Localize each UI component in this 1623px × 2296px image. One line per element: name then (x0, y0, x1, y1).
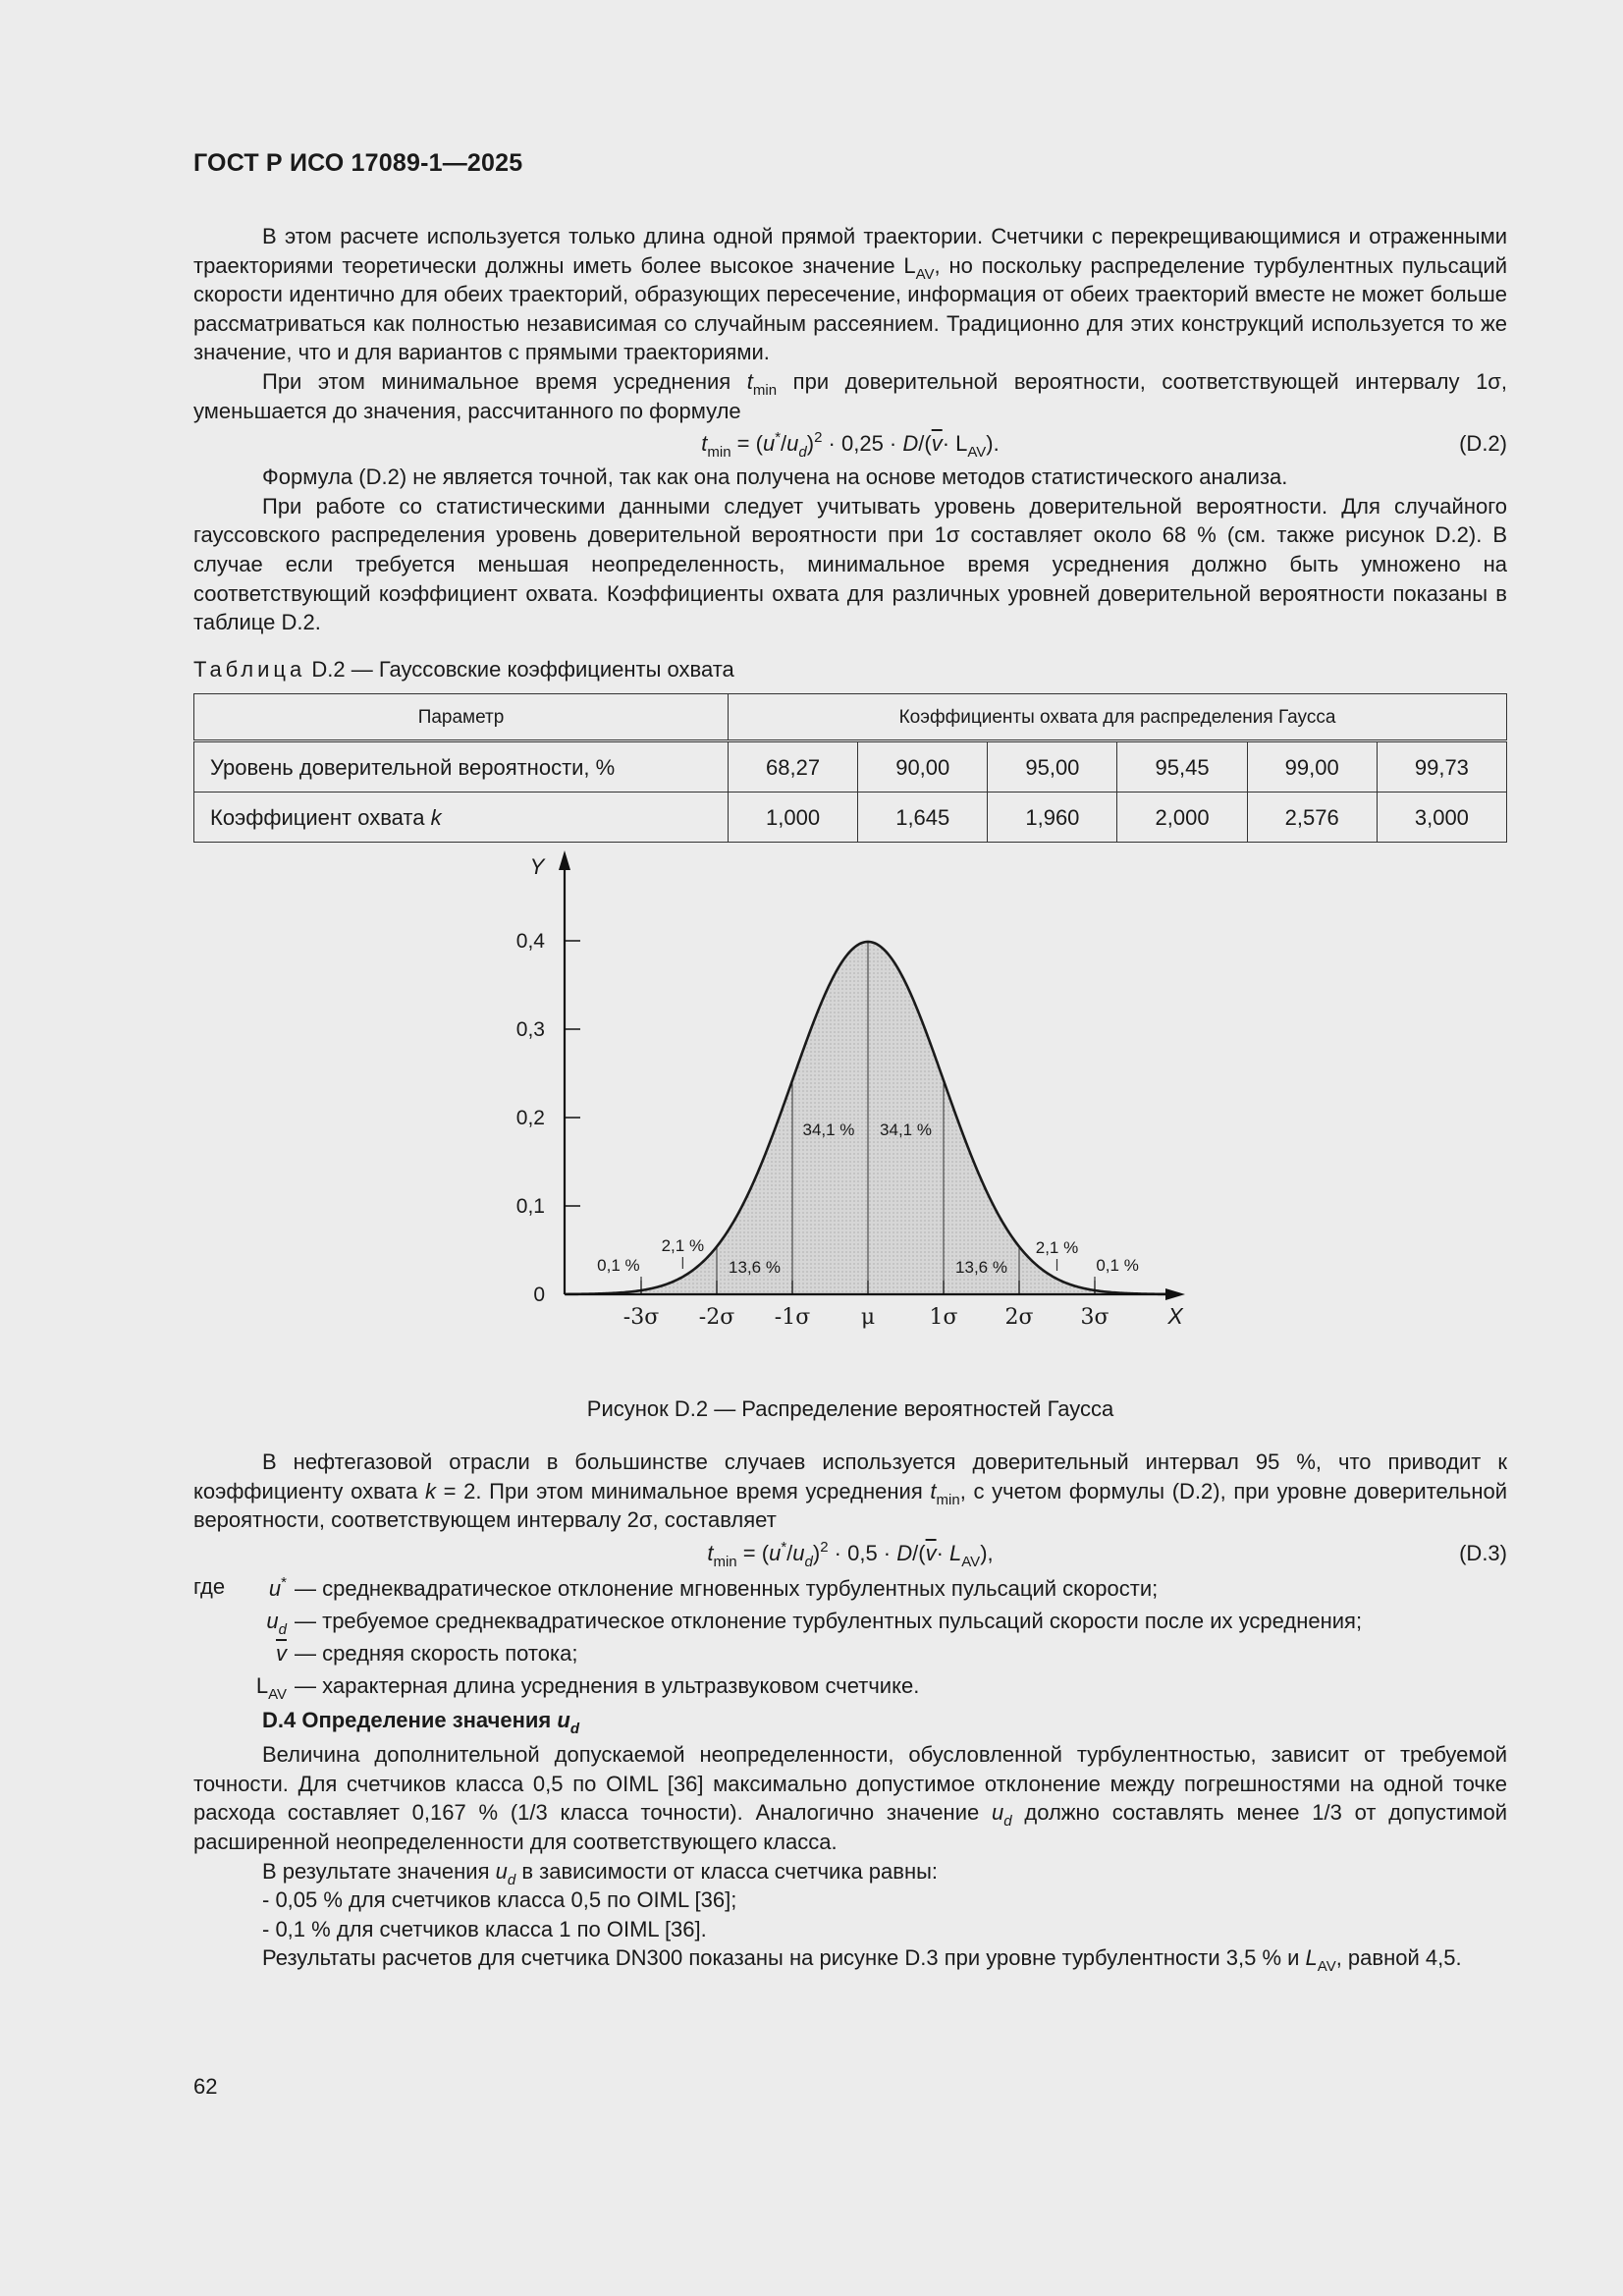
paragraph-6-a: Величина дополнительной допускаемой неопределенности, обусловленной турбулентностью, зависит от требуемой точности. Для счетчиков класса 0,5 по OIML [36] максимально допустимое отклонение между погрешностями на одной точке расхода составляет 0,167 % (1/3 класса точности). Аналогично значение (193, 1742, 1507, 1826)
paragraph-2-b: при доверительной вероятности, соответствующей интервалу 1σ, уменьшается до значения, рассчитанного по формуле (193, 368, 1507, 423)
table-cell: 3,000 (1377, 793, 1506, 843)
segment-label: 13,6 % (729, 1258, 781, 1278)
table-cell: 2,000 (1117, 793, 1247, 843)
where-symbol: $\overline{v}$ (276, 1640, 287, 1666)
t-symbol: t (746, 368, 753, 394)
segment-label: 2,1 % (1035, 1238, 1079, 1258)
table-cell: 2,576 (1247, 793, 1377, 843)
paragraph-1-cont: , но поскольку распределение турбулентных пульсаций скорости идентично для обеих траекторий, образующих пересечение, информация от обеих траекторий вместе не может больше рассматриваться как полностью независимая со случайным рассеянием. Традиционно для этих конструкций используется то же значение, что и для вариантов с прямыми траекториями. (193, 252, 1508, 365)
row-label: Уровень доверительной вероятности, % (194, 741, 729, 793)
paragraph-1-text: В этом расчете используется только длина одной прямой траектории. Счетчики с перекрещивающимися и отраженными траекториями теоретически должны иметь более высокое значение L (193, 224, 1507, 278)
y-axis-label: Y (529, 854, 545, 880)
paragraph-6: Величина дополнительной допускаемой неопределенности, обусловленной турбулентностью, зависит от требуемой точности. Для счетчиков класса 0,5 по OIML [36] максимально допустимое отклонение между погрешностями на одной точке расхода составляет 0,167 % (1/3 класса точности). Аналогично значение $u_d$ должно составлять менее 1/3 от допустимой расширенной неопределенности для соответствующего класса. (193, 1742, 1507, 1855)
u-symbol: u (557, 1707, 570, 1732)
paragraph-6-b: должно составлять менее 1/3 от допустимой расширенной неопределенности для соответствующего класса. (193, 1800, 1507, 1855)
subscript: AV (915, 265, 935, 283)
paragraph-7-a: В результате значения (262, 1858, 496, 1884)
subscript: min (936, 1491, 960, 1508)
y-tick-label: 0,4 (515, 930, 545, 954)
y-tick-label: 0 (533, 1284, 545, 1307)
section-title (193, 1706, 1507, 1735)
list-item: - 0,1 % для счетчиков класса 1 по OIML [36]. (262, 1916, 707, 1941)
where-desc: — средняя скорость потока; (295, 1640, 578, 1666)
row-label (194, 793, 729, 843)
table-cell: 1,000 (729, 793, 858, 843)
x-tick-label: -1σ (774, 1305, 811, 1331)
formula-d2 (193, 425, 1507, 463)
table-cell: 95,45 (1117, 741, 1247, 793)
segment-label: 34,1 % (802, 1121, 855, 1140)
x-axis-label: X (1167, 1303, 1183, 1330)
paragraph-5-a: В нефтегазовой отрасли в большинстве случаев используется доверительный интервал 95 %, что приводит к коэффициенту охвата (193, 1449, 1507, 1503)
y-axis-arrow (559, 850, 570, 870)
k-symbol: k (430, 804, 442, 830)
where-symbol: $u_d$ (266, 1608, 287, 1638)
paragraph-8-a: Результаты расчетов для счетчика DN300 показаны на рисунке D.3 при уровне турбулентности 3,5 % и (262, 1945, 1306, 1971)
x-tick-label: -2σ (698, 1305, 735, 1331)
where-desc: — характерная длина усреднения в ультразвуковом счетчике. (295, 1672, 920, 1698)
formula-d2-body: $t_{min} = (u^*/u_d)^2 \cdot 0,25 \cdot D/(\overline{v}\cdot L_{AV})$. (701, 429, 1000, 462)
paragraph-8-b: , равной 4,5. (1335, 1945, 1462, 1971)
paragraph-8: Результаты расчетов для счетчика DN300 показаны на рисунке D.3 при уровне турбулентности 3,5 % и $L_{AV}$, равной 4,5. (262, 1945, 1462, 1976)
where-list (193, 1572, 1507, 1702)
document-header: ГОСТ Р ИСО 17089-1—2025 (193, 149, 523, 177)
segment-label: 34,1 % (880, 1121, 932, 1140)
section-title-text: D.4 Определение значения (262, 1707, 558, 1732)
segment-label: 0,1 % (597, 1256, 640, 1276)
row-label-text: Коэффициент охвата (210, 804, 431, 830)
paragraph-3: Формула (D.2) не является точной, так как она получена на основе методов статистического анализа. (262, 465, 1288, 490)
paragraph-5-c: , с учетом формулы (D.2), при уровне доверительной вероятности, соответствующем интервалу 2σ, составляет (193, 1478, 1507, 1533)
table-cell: 99,73 (1377, 741, 1506, 793)
table-cell: 68,27 (729, 741, 858, 793)
paragraph-2 (193, 367, 1507, 425)
coverage-table (193, 693, 1507, 843)
y-tick-label: 0,1 (515, 1195, 545, 1219)
segment-label: 13,6 % (955, 1258, 1007, 1278)
table-header-row (194, 694, 1507, 741)
where-desc: — требуемое среднеквадратическое отклонение турбулентных пульсаций скорости после их усреднения; (295, 1608, 1363, 1633)
table-cell: 1,960 (988, 793, 1117, 843)
formula-d3-number: (D.3) (1459, 1540, 1507, 1565)
where-item (193, 1637, 1507, 1669)
paragraph-2-a: При этом минимальное время усреднения (262, 368, 747, 394)
where-symbol: $L_{AV}$ (255, 1672, 287, 1703)
x-tick-label: -3σ (622, 1305, 660, 1331)
page-number: 62 (193, 2074, 218, 2099)
paragraph-5-b: = 2. При этом минимальное время усреднения (436, 1478, 931, 1503)
table-row (194, 793, 1507, 843)
paragraph-7: В результате значения $u_d$ в зависимости от класса счетчика равны: (262, 1858, 939, 1888)
list-item: - 0,05 % для счетчиков класса 0,5 по OIML [36]; (262, 1887, 737, 1913)
table-title-rest: D.2 — Гауссовские коэффициенты охвата (305, 656, 734, 682)
y-tick-label: 0,3 (515, 1018, 545, 1042)
table-cell: 1,645 (858, 793, 988, 843)
header-param: Параметр (194, 694, 729, 741)
main-text (193, 222, 1508, 1976)
where-item (193, 1605, 1507, 1637)
where-item (193, 1669, 1507, 1702)
paragraph-5 (193, 1448, 1507, 1535)
x-tick-label: 1σ (929, 1305, 958, 1331)
where-symbol: u* (268, 1573, 287, 1601)
formula-d3 (193, 1535, 1507, 1572)
x-tick-label: 3σ (1080, 1305, 1109, 1331)
where-desc: — среднеквадратическое отклонение мгновенных турбулентных пульсаций скорости; (295, 1575, 1159, 1601)
figure-caption: Рисунок D.2 — Распределение вероятностей Гаусса (586, 1396, 1114, 1422)
t-symbol: t (930, 1478, 937, 1503)
x-tick-label: 2σ (1004, 1305, 1034, 1331)
table-title-prefix: Таблица (193, 656, 306, 682)
table-cell: 90,00 (858, 741, 988, 793)
x-axis-arrow (1165, 1288, 1185, 1300)
segment-label: 0,1 % (1096, 1256, 1139, 1276)
table-title (193, 655, 1507, 684)
gauss-chart (193, 843, 1507, 1393)
table-row (194, 741, 1507, 793)
table-cell: 99,00 (1247, 741, 1377, 793)
formula-d2-number: (D.2) (1459, 431, 1507, 457)
where-word: где (193, 1573, 226, 1599)
gauss-figure (193, 843, 1507, 1393)
y-tick-label: 0,2 (515, 1107, 545, 1130)
x-tick-label: μ (860, 1305, 876, 1331)
formula-d3-body: $t_{min} = (u^*/u_d)^2 \cdot 0,5 \cdot D/(\overline{v}\cdot L_{AV})$, (707, 1538, 994, 1570)
paragraph-1 (193, 222, 1507, 367)
subscript: d (569, 1720, 580, 1737)
table-cell: 95,00 (988, 741, 1117, 793)
header-coef: Коэффициенты охвата для распределения Гаусса (729, 694, 1507, 741)
where-item (193, 1572, 1507, 1605)
paragraph-4: При работе со статистическими данными следует учитывать уровень доверительной вероятности. Для случайного гауссовского распределения уровень доверительной вероятности при 1σ составляет около 68 % (см. также рисунок D.2). В случае если требуется меньшая неопределенность, минимальное время усреднения должно быть умножено на соответствующий коэффициент охвата. Коэффициенты охвата для различных уровней доверительной вероятности показаны в таблице D.2. (193, 493, 1507, 635)
subscript: min (752, 381, 778, 399)
paragraph-7-b: в зависимости от класса счетчика равны: (515, 1858, 939, 1884)
k-symbol: k (425, 1478, 436, 1503)
segment-label: 2,1 % (661, 1236, 705, 1256)
